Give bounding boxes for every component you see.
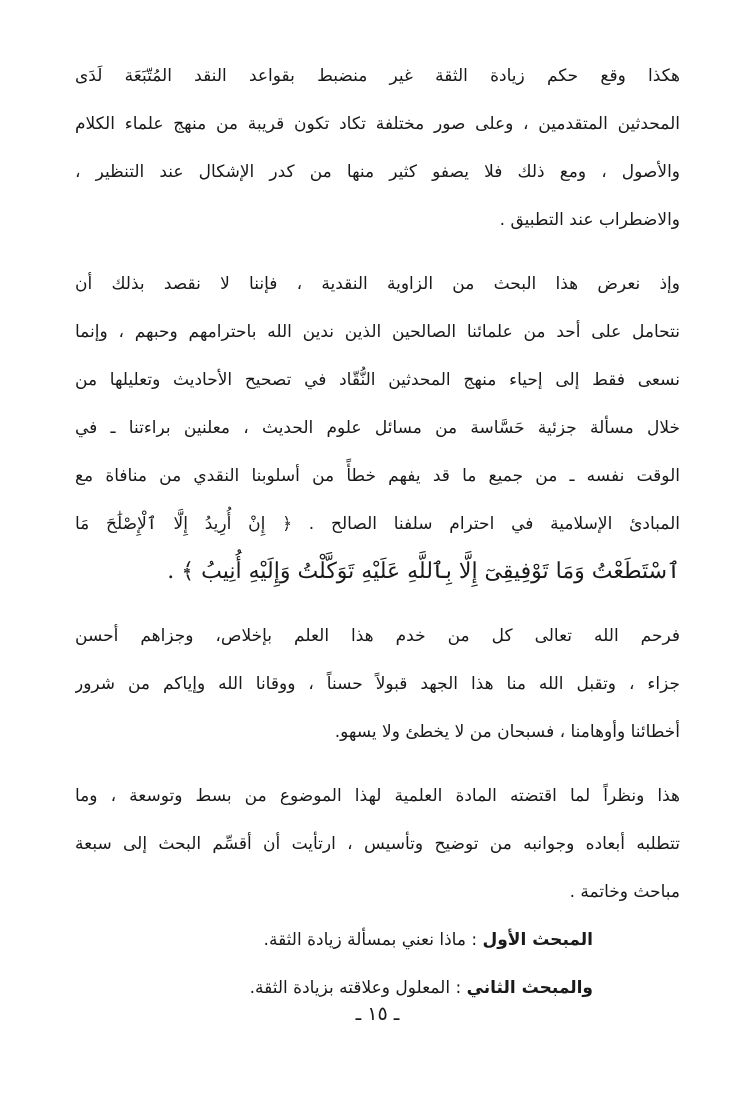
section-text: : المعلول وعلاقته بزيادة الثقة. <box>249 978 467 998</box>
text-line: والاضطراب عند التطبيق . <box>499 210 680 230</box>
text-line: هكذا وقع حكم زيادة الثقة غير منضبط بقواعد النقد المُتّبَعَة لَدَى <box>75 66 680 86</box>
section-label: والمبحث الثاني <box>466 978 593 998</box>
text-line: المبادئ الإسلامية في احترام سلفنا الصالح . ﴿ إِنْ أُرِيدُ إِلَّا ٱلْإِصْلَٰحَ مَا <box>75 514 680 534</box>
text-line: وإذ نعرض هذا البحث من الزاوية النقدية ، فإننا لا نقصد بذلك أن <box>75 274 680 294</box>
text-line: والأصول ، ومع ذلك فلا يصفو كثير منها من كدر الإشكال عند التنظير ، <box>75 162 680 182</box>
section-item <box>75 916 680 964</box>
text-line: هذا ونظراً لما اقتضته المادة العلمية لهذا الموضوع من بسط وتوسعة ، وما <box>75 786 680 806</box>
text-line: مباحث وخاتمة . <box>569 882 680 902</box>
text-line: فرحم الله تعالى كل من خدم هذا العلم بإخلاص، وجزاهم أحسن <box>75 626 680 646</box>
page-number: ـ ١٥ ـ <box>355 1003 400 1025</box>
paragraph <box>75 612 680 756</box>
paragraph <box>75 52 680 244</box>
text-line: المحدثين المتقدمين ، وعلى صور مختلفة تكاد تكون قريبة من منهج علماء الكلام <box>75 114 680 134</box>
text-line: خلال مسألة جزئية حَسَّاسة من مسائل علوم الحديث ، معلنين براءتنا ـ في <box>75 418 680 438</box>
section-text: : ماذا نعني بمسألة زيادة الثقة. <box>263 930 483 950</box>
text-line: تتطلبه أبعاده وجوانبه من توضيح وتأسيس ، ارتأيت أن أقسِّم البحث إلى سبعة <box>75 834 680 854</box>
paragraph <box>75 260 680 596</box>
paragraph-gap <box>75 244 680 260</box>
text-line: نسعى فقط إلى إحياء منهج المحدثين النُّقّاد في تصحيح الأحاديث وتعليلها من <box>75 370 680 390</box>
section-list <box>75 916 680 1012</box>
text-line: نتحامل على أحد من علمائنا الصالحين الذين ندين الله باحترامهم وحبهم ، وإنما <box>75 322 680 342</box>
page-body <box>75 52 680 1012</box>
paragraph-gap <box>75 596 680 612</box>
text-line: الوقت نفسه ـ من جميع ما قد يفهم خطأً من أسلوبنا النقدي من منافاة مع <box>75 466 680 486</box>
text-line: أخطائنا وأوهامنا ، فسبحان من لا يخطئ ولا يسهو. <box>334 722 680 742</box>
paragraph <box>75 772 680 916</box>
section-label: المبحث الأول <box>482 930 593 950</box>
text-line: جزاء ، وتقبل الله منا هذا الجهد قبولاً حسناً ، ووقانا الله وإياكم من شرور <box>75 674 680 694</box>
paragraph-gap <box>75 756 680 772</box>
quran-verse-line: ٱسْتَطَعْتُ وَمَا تَوْفِيقِىٓ إِلَّا بِٱللَّهِ عَلَيْهِ تَوَكَّلْتُ وَإِلَيْهِ أُنِيبُ ﴾ . <box>167 559 680 584</box>
